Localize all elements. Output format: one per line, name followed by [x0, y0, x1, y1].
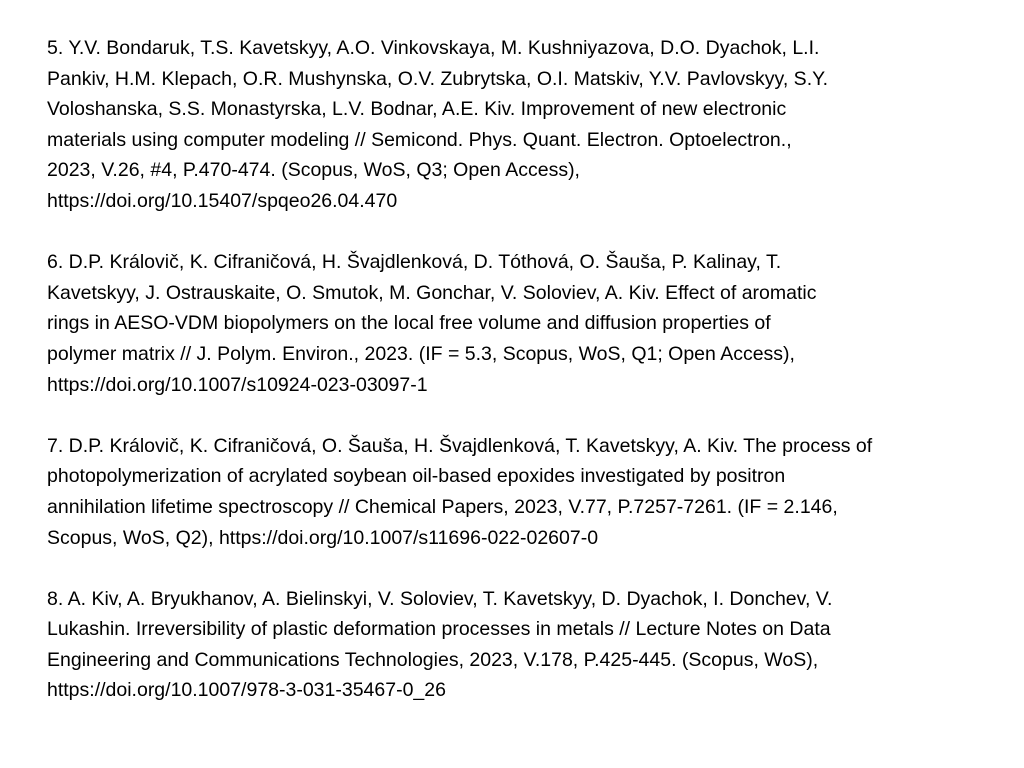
reference-line: Engineering and Communications Technologies, 2023, V.178, P.425-445. (Scopus, WoS),	[47, 648, 819, 671]
reference-line: 2023, V.26, #4, P.470-474. (Scopus, WoS, Q3; Open Access),	[47, 159, 580, 182]
reference-line: Voloshanska, S.S. Monastyrska, L.V. Bodnar, A.E. Kiv. Improvement of new electronic	[47, 98, 787, 121]
reference-line: Scopus, WoS, Q2), https://doi.org/10.1007/s11696-022-02607-0	[47, 526, 599, 549]
reference-line: 5. Y.V. Bondaruk, T.S. Kavetskyy, A.O. Vinkovskaya, M. Kushniyazova, D.O. Dyachok, L.I.	[47, 37, 820, 59]
reference-line: rings in AESO-VDM biopolymers on the local free volume and diffusion properties of	[47, 312, 771, 335]
reference-list	[47, 33, 1007, 706]
reference-doi-link: https://doi.org/10.1007/978-3-031-35467-0_26	[47, 679, 446, 702]
reference-line: photopolymerization of acrylated soybean oil-based epoxides investigated by positron	[47, 465, 786, 488]
reference-doi-link: https://doi.org/10.15407/spqeo26.04.470	[47, 189, 398, 212]
reference-line: Pankiv, H.M. Klepach, O.R. Mushynska, O.V. Zubrytska, O.I. Matskiv, Y.V. Pavlovskyy, S.Y.	[47, 67, 829, 90]
reference-line: Kavetskyy, J. Ostrauskaite, O. Smutok, M. Gonchar, V. Soloviev, A. Kiv. Effect of aromatic	[47, 281, 817, 304]
reference-line: annihilation lifetime spectroscopy // Chemical Papers, 2023, V.77, P.7257-7261. (IF = 2.146,	[47, 495, 838, 518]
reference-item-7	[47, 431, 1007, 553]
reference-line: materials using computer modeling // Semicond. Phys. Quant. Electron. Optoelectron.,	[47, 128, 792, 151]
reference-line: 8. A. Kiv, A. Bryukhanov, A. Bielinskyi, V. Soloviev, T. Kavetskyy, D. Dyachok, I. Donchev, V.	[47, 587, 833, 610]
reference-item-8	[47, 584, 1007, 706]
reference-item-5	[47, 33, 1007, 217]
reference-item-6	[47, 247, 1007, 400]
reference-doi-link: https://doi.org/10.1007/s10924-023-03097-1	[47, 373, 428, 396]
reference-line: Lukashin. Irreversibility of plastic deformation processes in metals // Lecture Notes on Data	[47, 618, 831, 641]
reference-line: polymer matrix // J. Polym. Environ., 2023. (IF = 5.3, Scopus, WoS, Q1; Open Access),	[47, 342, 795, 365]
reference-line: 6. D.P. Královič, K. Cifraničová, H. Švajdlenková, D. Tóthová, O. Šauša, P. Kalinay, T.	[47, 251, 782, 274]
reference-line: 7. D.P. Královič, K. Cifraničová, O. Šauša, H. Švajdlenková, T. Kavetskyy, A. Kiv. The process of	[47, 434, 873, 457]
